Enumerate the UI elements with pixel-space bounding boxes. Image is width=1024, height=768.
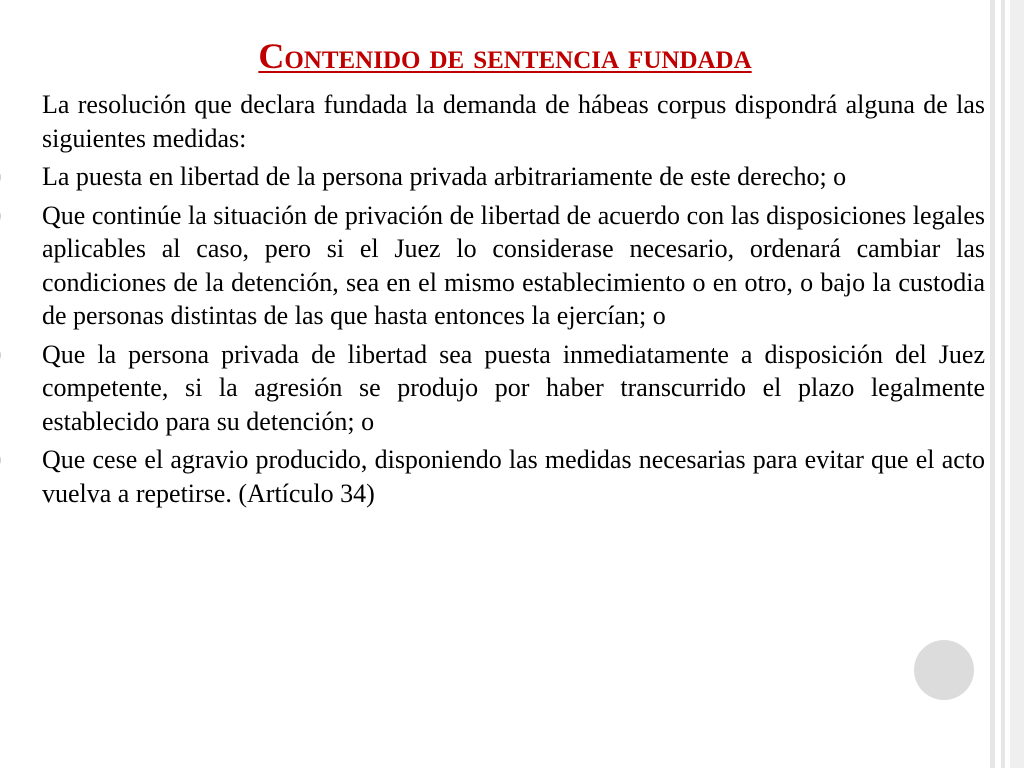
intro-paragraph: La resolución que declara fundada la demanda de hábeas corpus dispondrá alguna de las siguientes medidas: bbox=[42, 90, 985, 153]
decor-stripe bbox=[1010, 0, 1024, 768]
decor-circle bbox=[914, 640, 974, 700]
list-item bbox=[42, 199, 985, 333]
list-item-text: Que la persona privada de libertad sea puesta inmediatamente a disposición del Juez competente, si la agresión se produjo por haber transcurrido el plazo legalmente establecido para su detención; o bbox=[42, 339, 985, 436]
bullet-icon bbox=[0, 199, 6, 233]
decor-stripe bbox=[1001, 0, 1005, 768]
slide-body bbox=[42, 88, 985, 515]
bullet-icon bbox=[0, 338, 6, 372]
list-item-text: Que cese el agravio producido, disponiendo las medidas necesarias para evitar que el acto vuelva a repetirse. (Artículo 34) bbox=[42, 445, 985, 508]
list-item bbox=[42, 160, 985, 194]
bullet-icon bbox=[0, 160, 6, 194]
list-item bbox=[42, 443, 985, 510]
list-item-text: La puesta en libertad de la persona privada arbitrariamente de este derecho; o bbox=[42, 162, 847, 191]
bullet-icon bbox=[0, 443, 6, 477]
list-item-text: Que continúe la situación de privación de libertad de acuerdo con las disposiciones legales aplicables al caso, pero si el Juez lo considerase necesario, ordenará cambiar las condiciones de la detención, sea en el mismo establecimiento o en otro, o bajo la custodia de personas distintas de las que hasta entonces la ejercían; o bbox=[42, 200, 985, 330]
decor-stripe bbox=[990, 0, 995, 768]
slide-title: Contenido de sentencia fundada bbox=[258, 36, 752, 76]
list-item bbox=[42, 338, 985, 439]
